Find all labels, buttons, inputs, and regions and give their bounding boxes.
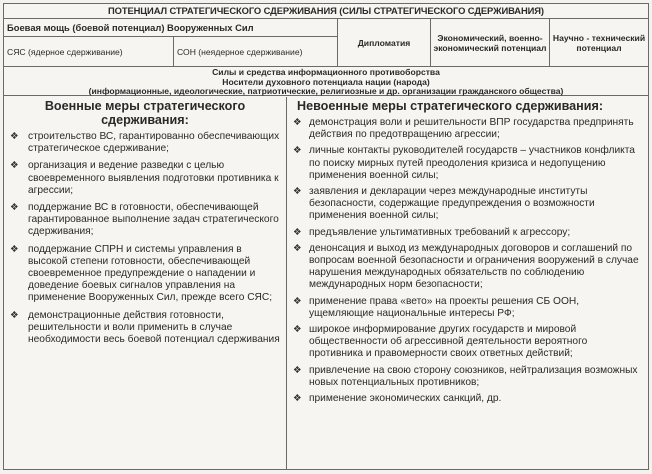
list-item	[291, 227, 644, 239]
non-military-measures-list	[291, 117, 644, 405]
information-forces-band	[4, 67, 648, 96]
list-item	[8, 131, 282, 155]
deterrence-table	[3, 3, 649, 470]
non-nuclear-deterrence-cell: СОН (неядерное сдерживание)	[177, 46, 303, 57]
list-item	[291, 296, 644, 320]
non-military-measures-title: Невоенные меры стратегического сдерживания:	[297, 99, 604, 113]
list-item-text: организация и ведение разведки с целью своевременного выявления подготовки противника к агрессии;	[28, 160, 279, 196]
military-power-block	[4, 19, 338, 66]
list-item-text: применение экономических санкций, др.	[309, 393, 502, 405]
four-petal-bullet-icon: ❖	[293, 364, 302, 376]
list-item	[291, 117, 644, 141]
four-petal-bullet-icon: ❖	[10, 309, 19, 321]
info-band-line-1: Силы и средства информационного противоборства	[212, 67, 440, 77]
list-item-text: демонстрация воли и решительности ВПР государства предпринять действия по предотвращению агрессии;	[309, 117, 634, 141]
military-power-heading: Боевая мощь (боевой потенциал) Вооруженных Сил	[4, 19, 337, 37]
measures-columns	[4, 97, 648, 469]
four-petal-bullet-icon: ❖	[10, 131, 19, 142]
table-title: ПОТЕНЦИАЛ СТРАТЕГИЧЕСКОГО СДЕРЖИВАНИЯ (СИЛЫ СТРАТЕГИЧЕСКОГО СДЕРЖИВАНИЯ)	[4, 4, 648, 19]
four-petal-bullet-icon: ❖	[293, 393, 302, 405]
list-item-text: демонстрационные действия готовности, решительности и воли применить в случае необходимости весь боевой потенциал сдерживания	[28, 309, 280, 346]
four-petal-bullet-icon: ❖	[10, 243, 19, 255]
four-petal-bullet-icon: ❖	[293, 117, 302, 128]
four-petal-bullet-icon: ❖	[293, 226, 302, 238]
economic-potential-cell: Экономический, военно-экономический потенциал	[431, 19, 550, 66]
list-item-text: поддержание СПРН и системы управления в высокой степени готовности, обеспечивающей своевременное предупреждение о нападении и доведение боевых сигналов управления на применение Вооруженных Сил, прежде всего СЯС;	[28, 243, 273, 304]
list-item-text: привлечение на свою сторону союзников, нейтрализация возможных новых потенциальных противников;	[309, 364, 638, 388]
list-item-text: предъявление ультимативных требований к агрессору;	[309, 226, 571, 238]
list-item	[8, 202, 282, 239]
list-item	[8, 244, 282, 305]
military-measures-column	[4, 97, 287, 469]
military-measures-list	[8, 131, 282, 346]
list-item	[291, 145, 644, 182]
scientific-potential-cell: Научно - технический потенциал	[552, 32, 646, 53]
non-military-measures-column	[287, 97, 648, 469]
list-item-text: строительство ВС, гарантированно обеспечивающих стратегическое сдерживание;	[28, 131, 280, 155]
info-band-line-3: (информационные, идеологические, патриотические, религиозные и др. организации гражданского общества)	[88, 86, 564, 96]
info-band-line-2: Носители духовного потенциала нации (народа)	[222, 76, 430, 87]
list-item	[8, 310, 282, 347]
list-item-text: широкое информирование других государств и мировой общественности об агрессивной деятельности вероятного противника и правомерности своих ответных действий;	[309, 324, 588, 360]
military-subcells	[4, 37, 337, 66]
list-item	[291, 186, 644, 223]
diplomacy-cell: Дипломатия	[338, 19, 431, 66]
list-item-text: поддержание ВС в готовности, обеспечивающей гарантированное выполнение задач стратегического сдерживания;	[28, 202, 279, 238]
list-item	[291, 324, 644, 361]
list-item	[8, 160, 282, 197]
list-item-text: заявления и декларации через международные институты безопасности, содержащие предупреждения о возможности применения военной силы;	[309, 186, 595, 222]
four-petal-bullet-icon: ❖	[293, 242, 302, 254]
four-petal-bullet-icon: ❖	[10, 202, 19, 214]
four-petal-bullet-icon: ❖	[293, 145, 302, 157]
list-item-text: денонсация и выход из международных договоров и соглашений по вопросам военной безопасности и ограничения вооружений в случае нарушения международных обязательств по соблюдению международных норм безопасности;	[309, 242, 639, 291]
four-petal-bullet-icon: ❖	[293, 324, 302, 336]
list-item	[291, 393, 644, 405]
list-item	[291, 243, 644, 292]
military-measures-title: Военные меры стратегического сдерживания:	[44, 99, 246, 127]
list-item	[291, 365, 644, 389]
four-petal-bullet-icon: ❖	[293, 295, 302, 307]
nuclear-deterrence-cell: СЯС (ядерное сдерживание)	[4, 37, 174, 66]
list-item-text: личные контакты руководителей государств – участников конфликта по поиску мирных путей преодоления кризиса и недопущению применения военной силы;	[309, 145, 635, 181]
four-petal-bullet-icon: ❖	[10, 160, 19, 172]
four-petal-bullet-icon: ❖	[293, 186, 302, 198]
potential-row	[4, 19, 648, 67]
list-item-text: применение права «вето» на проекты решения СБ ООН, ущемляющие национальные интересы РФ;	[309, 295, 580, 319]
